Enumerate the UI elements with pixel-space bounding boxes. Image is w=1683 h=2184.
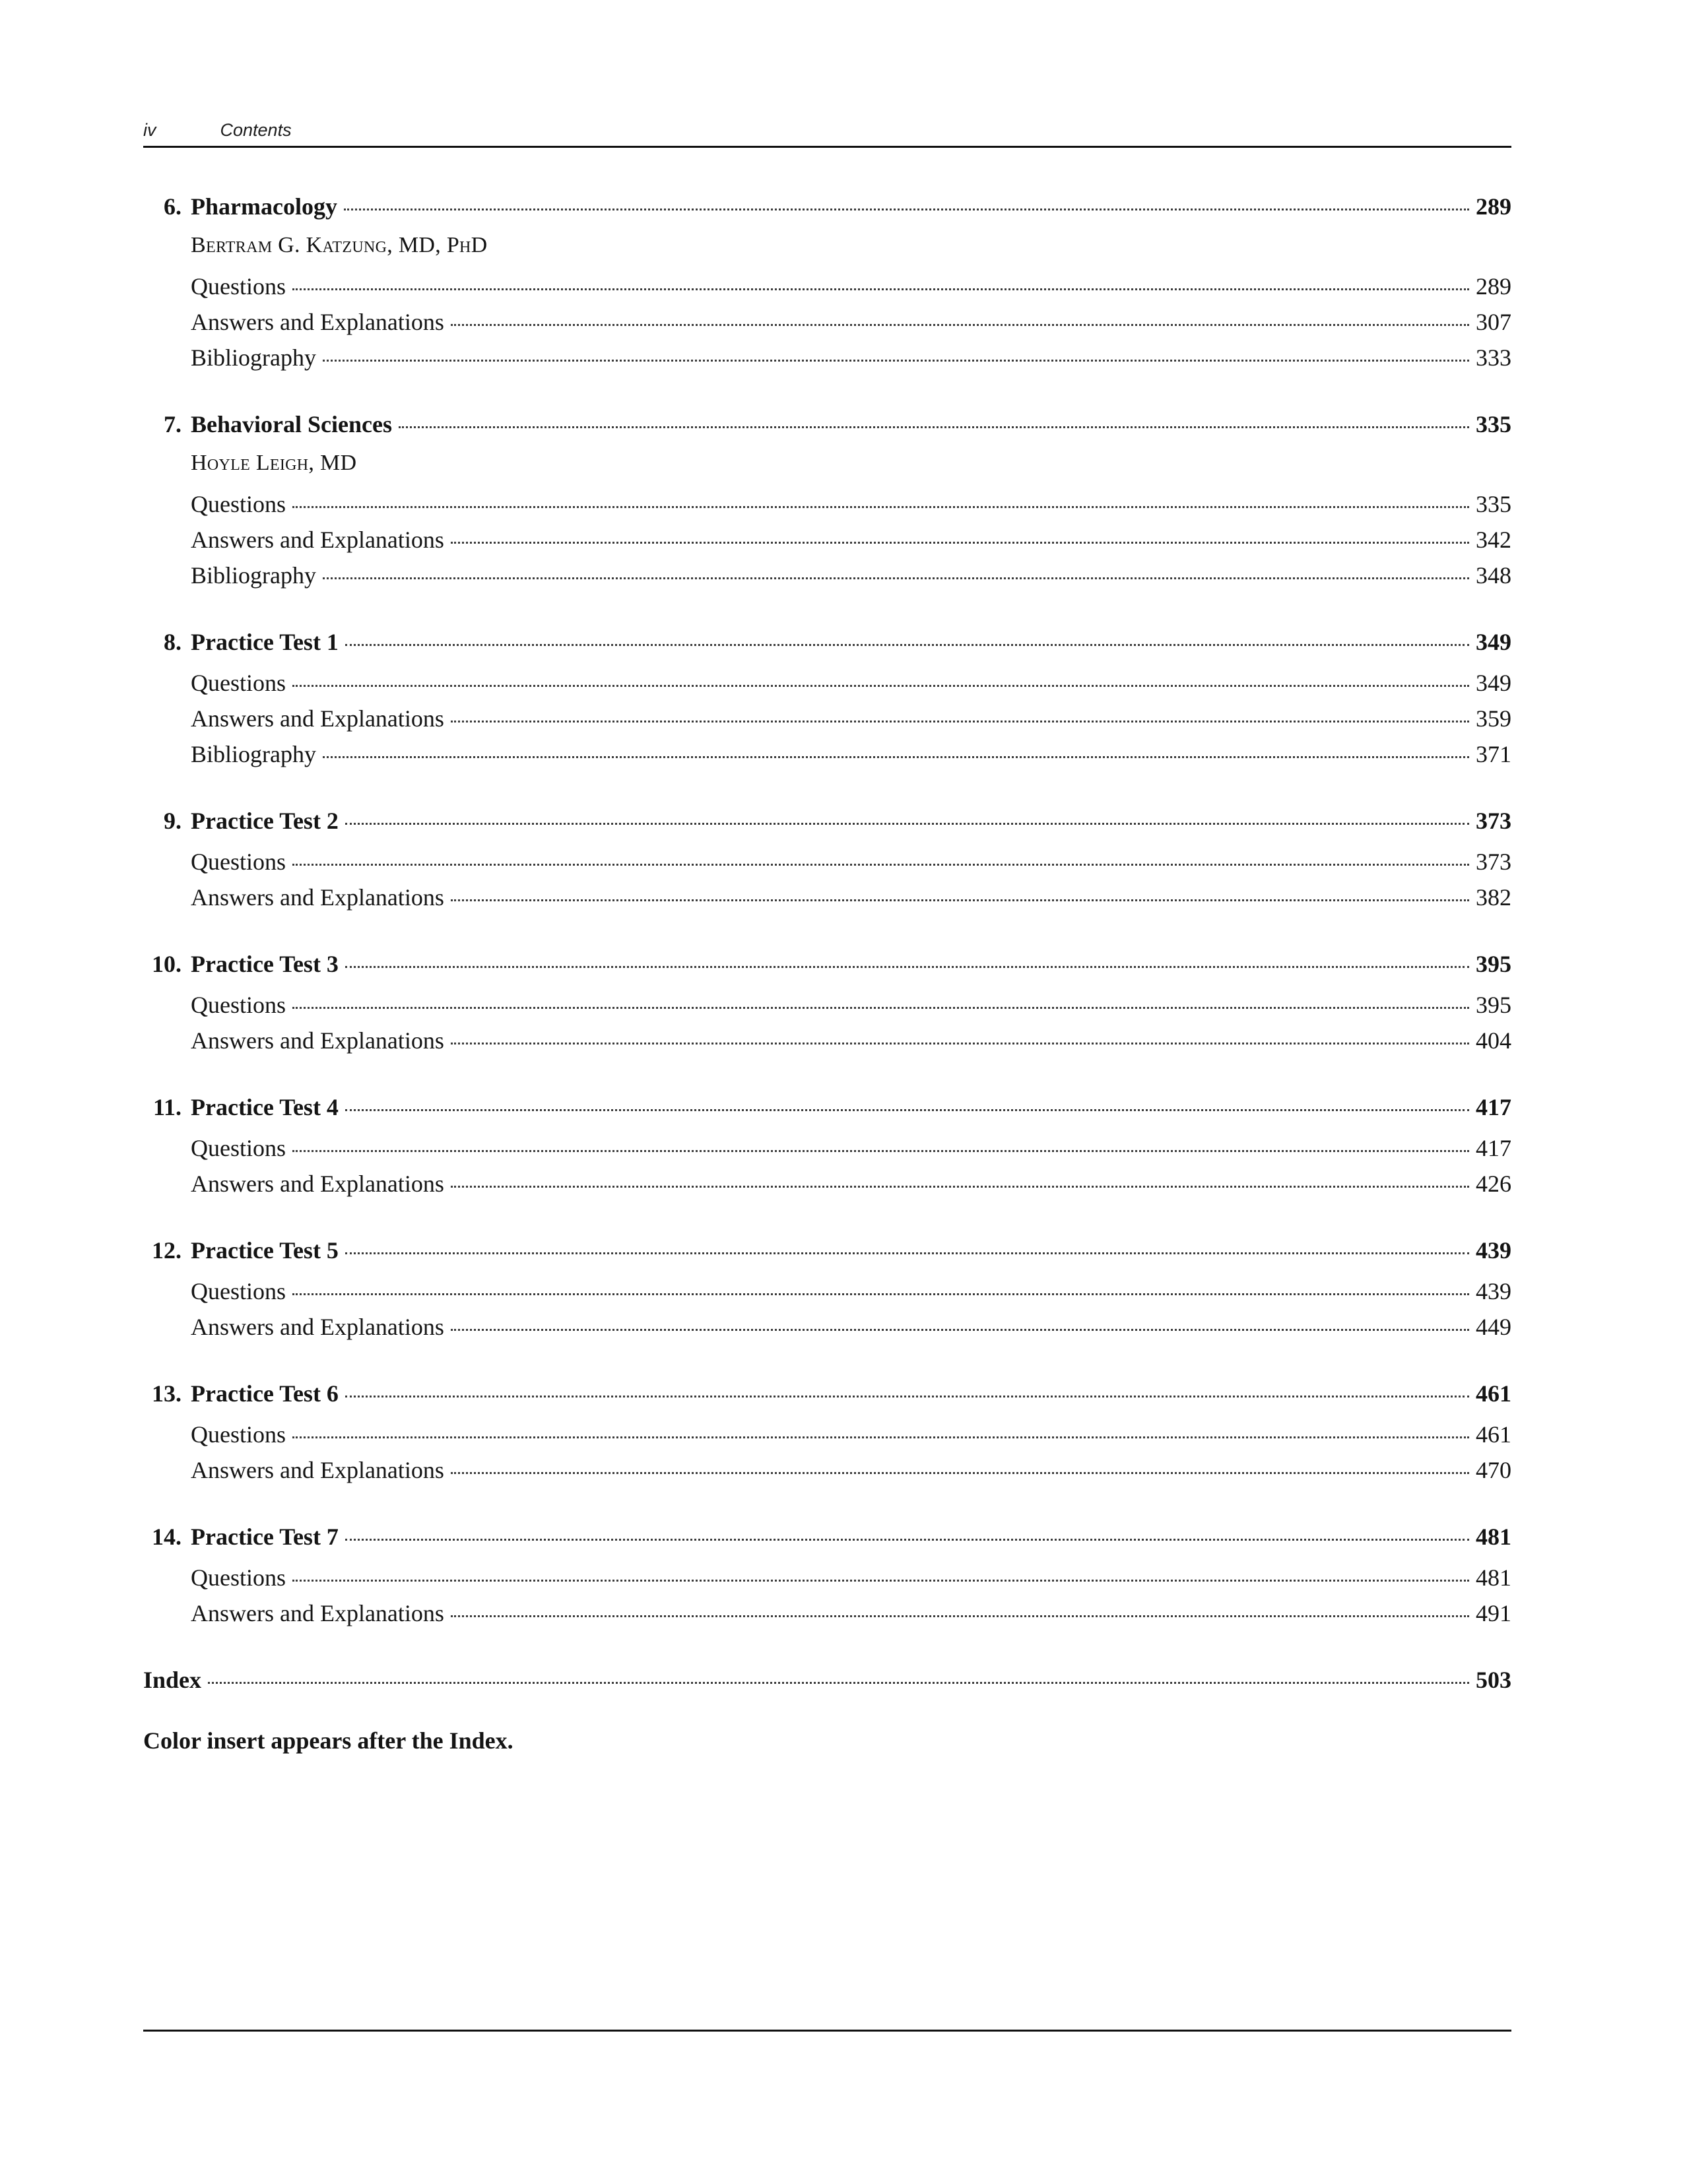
toc-entry: [191, 1130, 1511, 1166]
chapter-entry-list: [143, 1560, 1511, 1631]
chapter-number: 11.: [152, 1094, 182, 1120]
toc-chapter-heading: [143, 1089, 1511, 1125]
chapter-title: Practice Test 2: [191, 808, 339, 834]
entry-page-number: 371: [1476, 741, 1511, 767]
toc-entry: [191, 844, 1511, 880]
entry-label: Questions: [191, 992, 286, 1018]
toc-chapter: [143, 406, 1511, 593]
chapter-number: 10.: [152, 951, 182, 977]
toc-index-entry: [143, 1662, 1511, 1698]
toc-chapter-heading: [143, 406, 1511, 442]
entry-label: Questions: [191, 849, 286, 875]
chapter-number: 13.: [152, 1380, 182, 1407]
toc-entry: [191, 1309, 1511, 1345]
toc-chapter: [143, 803, 1511, 915]
dot-leader: [323, 360, 1469, 362]
entry-label: Answers and Explanations: [191, 527, 444, 553]
toc-entry: [191, 665, 1511, 701]
chapter-author: Bertram G. Katzung, MD, PhD: [191, 233, 488, 257]
entry-page-number: 426: [1476, 1171, 1511, 1197]
entry-label: Answers and Explanations: [191, 309, 444, 335]
dot-leader: [292, 1150, 1469, 1152]
chapter-page-number: 439: [1476, 1237, 1511, 1264]
dot-leader: [345, 1252, 1469, 1254]
dot-leader: [292, 288, 1469, 290]
entry-label: Questions: [191, 491, 286, 517]
chapter-number: 6.: [164, 193, 182, 220]
chapter-page-number: 461: [1476, 1380, 1511, 1407]
dot-leader: [344, 209, 1469, 210]
entry-label: Answers and Explanations: [191, 884, 444, 911]
dot-leader: [451, 1615, 1469, 1617]
dot-leader: [292, 1293, 1469, 1295]
entry-page-number: 470: [1476, 1457, 1511, 1483]
toc-chapter: [143, 624, 1511, 772]
entry-page-number: 342: [1476, 527, 1511, 553]
entry-label: Questions: [191, 670, 286, 696]
chapter-page-number: 417: [1476, 1094, 1511, 1120]
dot-leader: [292, 1007, 1469, 1009]
toc-chapter: [143, 1233, 1511, 1345]
chapter-title: Practice Test 4: [191, 1094, 339, 1120]
toc-entry: [191, 340, 1511, 375]
toc-entry: [191, 269, 1511, 304]
entry-page-number: 373: [1476, 849, 1511, 875]
chapter-title: Practice Test 5: [191, 1237, 339, 1264]
chapter-page-number: 373: [1476, 808, 1511, 834]
chapter-entry-list: [143, 665, 1511, 772]
entry-label: Questions: [191, 1564, 286, 1591]
entry-page-number: 307: [1476, 309, 1511, 335]
dot-leader: [292, 864, 1469, 866]
toc-entry: [191, 558, 1511, 593]
toc-entry: [191, 522, 1511, 558]
entry-page-number: 349: [1476, 670, 1511, 696]
toc-entry: [191, 880, 1511, 915]
entry-page-number: 333: [1476, 344, 1511, 371]
folio-page-number: iv: [143, 120, 156, 140]
running-title: Contents: [220, 120, 292, 140]
entry-page-number: 335: [1476, 491, 1511, 517]
dot-leader: [451, 542, 1469, 544]
chapter-title: Practice Test 3: [191, 951, 339, 977]
entry-label: Answers and Explanations: [191, 1600, 444, 1626]
chapter-number: 12.: [152, 1237, 182, 1264]
toc-chapter: [143, 1376, 1511, 1488]
entry-label: Bibliography: [191, 741, 316, 767]
entry-label: Questions: [191, 273, 286, 300]
toc-chapter-heading: [143, 624, 1511, 660]
toc-chapter: [143, 1089, 1511, 1202]
dot-leader: [399, 426, 1469, 428]
dot-leader: [345, 644, 1469, 646]
entry-label: Bibliography: [191, 562, 316, 589]
dot-leader: [345, 966, 1469, 968]
toc-entry: [191, 1273, 1511, 1309]
chapter-entry-list: [143, 1273, 1511, 1345]
entry-page-number: 289: [1476, 273, 1511, 300]
dot-leader: [451, 1043, 1469, 1044]
footer-rule: [143, 2030, 1511, 2032]
toc-entry: [191, 701, 1511, 736]
entry-label: Questions: [191, 1278, 286, 1304]
dot-leader: [345, 1396, 1469, 1397]
toc-chapter-heading: [143, 1233, 1511, 1268]
dot-leader: [451, 1472, 1469, 1474]
chapter-title: Practice Test 6: [191, 1380, 339, 1407]
dot-leader: [451, 899, 1469, 901]
chapter-page-number: 289: [1476, 193, 1511, 220]
color-insert-note: Color insert appears after the Index.: [143, 1727, 513, 1754]
entry-page-number: 481: [1476, 1564, 1511, 1591]
toc-chapter: [143, 946, 1511, 1058]
chapter-number: 14.: [152, 1524, 182, 1550]
chapter-number: 8.: [164, 629, 182, 655]
entry-label: Questions: [191, 1421, 286, 1448]
running-header: [143, 120, 1511, 140]
dot-leader: [345, 1109, 1469, 1111]
entry-label: Answers and Explanations: [191, 1457, 444, 1483]
toc-entry: [191, 1452, 1511, 1488]
dot-leader: [292, 1580, 1469, 1582]
toc-chapter-heading: [143, 189, 1511, 224]
chapter-page-number: 395: [1476, 951, 1511, 977]
entry-label: Answers and Explanations: [191, 705, 444, 732]
toc-entry: [191, 736, 1511, 772]
entry-page-number: 461: [1476, 1421, 1511, 1448]
dot-leader: [451, 721, 1469, 723]
chapter-page-number: 481: [1476, 1524, 1511, 1550]
entry-page-number: 449: [1476, 1314, 1511, 1340]
chapter-entry-list: [143, 987, 1511, 1058]
toc-chapter-heading: [143, 803, 1511, 839]
dot-leader: [323, 577, 1469, 579]
toc-chapter-heading: [143, 1376, 1511, 1411]
toc-entry: [191, 1023, 1511, 1058]
dot-leader: [292, 1436, 1469, 1438]
entry-label: Answers and Explanations: [191, 1027, 444, 1054]
chapter-title: Pharmacology: [191, 193, 337, 220]
toc-entry: [191, 304, 1511, 340]
dot-leader: [451, 1329, 1469, 1331]
dot-leader: [345, 823, 1469, 825]
entry-label: Bibliography: [191, 344, 316, 371]
toc-entry: [191, 987, 1511, 1023]
chapter-entry-list: [143, 269, 1511, 375]
chapter-title: Practice Test 1: [191, 629, 339, 655]
entry-page-number: 382: [1476, 884, 1511, 911]
dot-leader: [208, 1682, 1469, 1684]
chapter-title: Practice Test 7: [191, 1524, 339, 1550]
toc-chapter-list: [143, 189, 1511, 1631]
chapter-page-number: 335: [1476, 411, 1511, 437]
entry-page-number: 359: [1476, 705, 1511, 732]
toc-chapter: [143, 1519, 1511, 1631]
entry-label: Answers and Explanations: [191, 1171, 444, 1197]
dot-leader: [345, 1539, 1469, 1541]
dot-leader: [451, 1186, 1469, 1188]
dot-leader: [292, 685, 1469, 687]
toc-entry: [191, 1595, 1511, 1631]
toc-entry: [191, 486, 1511, 522]
chapter-entry-list: [143, 1130, 1511, 1202]
index-label: Index: [143, 1667, 202, 1693]
toc-chapter-heading: [143, 1519, 1511, 1555]
toc-entry: [191, 1560, 1511, 1595]
chapter-number: 9.: [164, 808, 182, 834]
entry-page-number: 348: [1476, 562, 1511, 589]
entry-label: Answers and Explanations: [191, 1314, 444, 1340]
dot-leader: [292, 506, 1469, 508]
entry-page-number: 417: [1476, 1135, 1511, 1161]
dot-leader: [323, 756, 1469, 758]
chapter-author: Hoyle Leigh, MD: [191, 451, 357, 475]
toc-entry: [191, 1417, 1511, 1452]
toc-entry: [191, 1166, 1511, 1202]
chapter-number: 7.: [164, 411, 182, 437]
toc-chapter: [143, 189, 1511, 375]
chapter-entry-list: [143, 1417, 1511, 1488]
toc-chapter-heading: [143, 946, 1511, 982]
chapter-entry-list: [143, 486, 1511, 593]
chapter-entry-list: [143, 844, 1511, 915]
entry-page-number: 439: [1476, 1278, 1511, 1304]
chapter-page-number: 349: [1476, 629, 1511, 655]
entry-page-number: 404: [1476, 1027, 1511, 1054]
entry-label: Questions: [191, 1135, 286, 1161]
chapter-title: Behavioral Sciences: [191, 411, 392, 437]
dot-leader: [451, 324, 1469, 326]
entry-page-number: 491: [1476, 1600, 1511, 1626]
entry-page-number: 395: [1476, 992, 1511, 1018]
index-page-number: 503: [1476, 1667, 1511, 1693]
header-rule: [143, 146, 1511, 148]
